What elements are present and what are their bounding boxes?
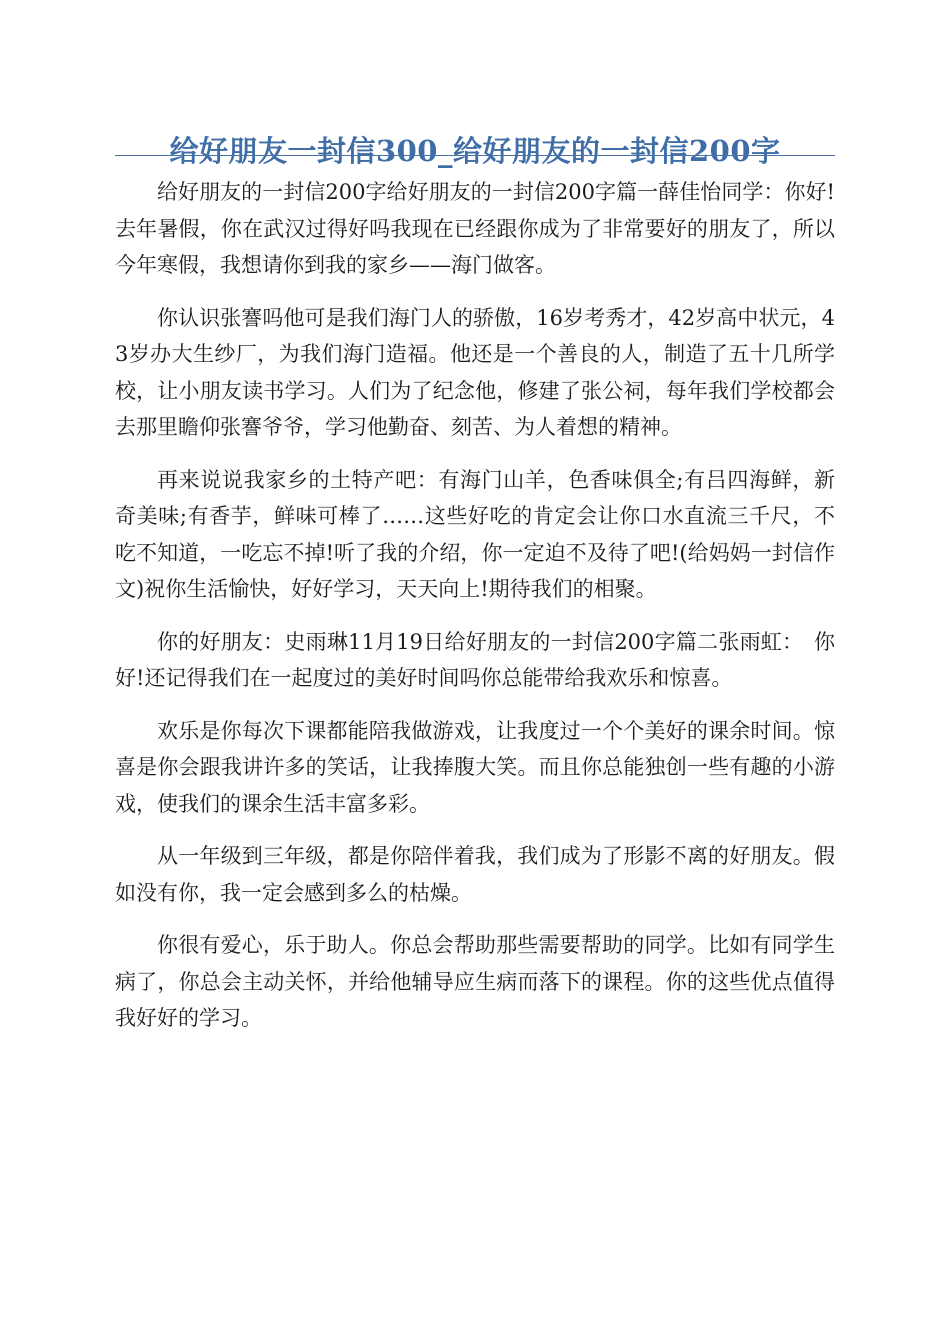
- paragraph: 你认识张謇吗他可是我们海门人的骄傲，16岁考秀才，42岁高中状元，43岁办大生纱厂，为我们海门造福。他还是一个善良的人，制造了五十几所学校，让小朋友读书学习。人们为了纪念他，修建了张公祠，每年我们学校都会去那里瞻仰张謇爷爷，学习他勤奋、刻苦、为人着想的精神。: [115, 305, 835, 439]
- page-title: 给好朋友一封信300_给好朋友的一封信200字: [169, 134, 781, 169]
- paragraph: 欢乐是你每次下课都能陪我做游戏，让我度过一个个美好的课余时间。惊喜是你会跟我讲许多的笑话，让我捧腹大笑。而且你总能独创一些有趣的小游戏，使我们的课余生活丰富多彩。: [115, 718, 835, 816]
- title-underline: [115, 155, 835, 156]
- letter-body: [115, 174, 835, 1053]
- paragraph: 你很有爱心，乐于助人。你总会帮助那些需要帮助的同学。比如有同学生病了，你总会主动关怀，并给他辅导应生病而落下的课程。你的这些优点值得我好好的学习。: [115, 933, 835, 1030]
- paragraph: 再来说说我家乡的土特产吧：有海门山羊，色香味俱全;有吕四海鲜，新奇美味;有香芋，鲜味可棒了……这些好吃的肯定会让你口水直流三千尺，不吃不知道，一吃忘不掉!听了我的介绍，你一定迫不及待了吧!(给妈妈一封信作文)祝你生活愉快，好好学习，天天向上!期待我们的相聚。: [115, 467, 835, 601]
- paragraph: 给好朋友的一封信200字给好朋友的一封信200字篇一薛佳怡同学：你好!去年暑假，你在武汉过得好吗我现在已经跟你成为了非常要好的朋友了，所以今年寒假，我想请你到我的家乡——海门做客。: [115, 180, 835, 277]
- paragraph: 从一年级到三年级，都是你陪伴着我，我们成为了形影不离的好朋友。假如没有你，我一定会感到多么的枯燥。: [115, 844, 835, 905]
- paragraph: 你的好朋友：史雨琳11月19日给好朋友的一封信200字篇二张雨虹： 你好!还记得我们在一起度过的美好时间吗你总能带给我欢乐和惊喜。: [115, 629, 835, 690]
